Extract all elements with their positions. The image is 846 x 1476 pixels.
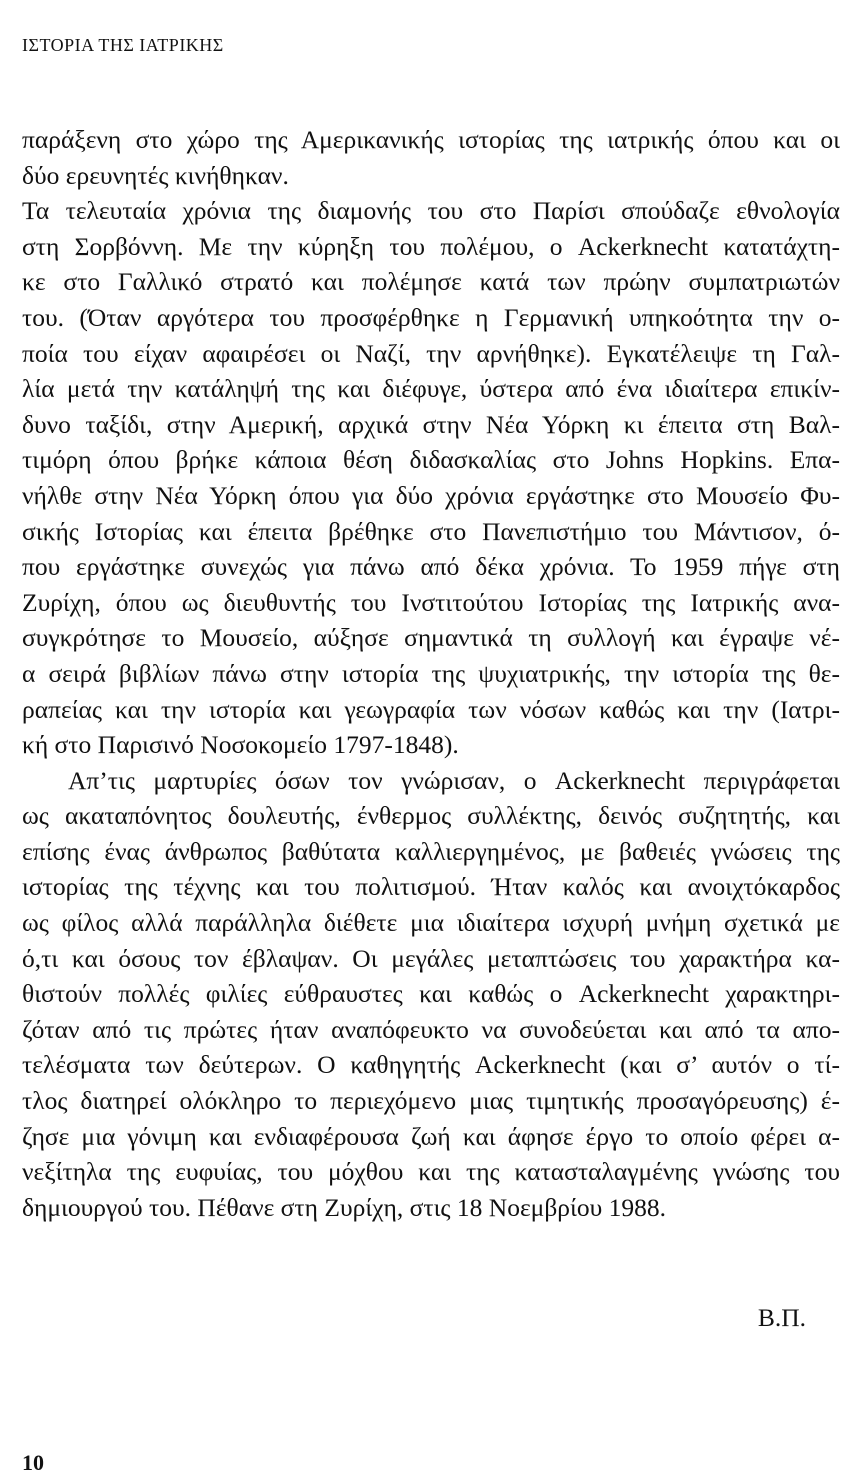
text-line: συγκρότησε το Μουσείο, αύξησε σημαντικά τη συλλογή και έγραψε νέ-	[22, 623, 840, 653]
text-line: ζόταν από τις πρώτες ήταν αναπόφευκτο να συνοδεύεται και από τα απο-	[22, 1014, 840, 1044]
text-line: δυνο ταξίδι, στην Αμερική, αρχικά στην Νέα Υόρκη κι έπειτα στη Βαλ-	[22, 409, 840, 439]
text-line: ως φίλος αλλά παράλληλα διέθετε μια ιδιαίτερα ισχυρή μνήμη σχετικά με	[22, 908, 840, 938]
body-text	[22, 122, 840, 1225]
author-initials: Β.Π.	[757, 1303, 806, 1332]
text-line: νήλθε στην Νέα Υόρκη όπου για δύο χρόνια εργάστηκε στο Μουσείο Φυ-	[22, 480, 840, 510]
text-line: ραπείας και την ιστορία και γεωγραφία των νόσων καθώς και την (Ιατρι-	[22, 694, 840, 724]
running-header-title: ΙΣΤΟΡΙΑ ΤΗΣ ΙΑΤΡΙΚΗΣ	[22, 35, 224, 55]
text-line: δημιουργού του. Πέθανε στη Ζυρίχη, στις 18 Νοεμβρίου 1988.	[22, 1192, 667, 1222]
text-line: σικής Ιστορίας και έπειτα βρέθηκε στο Πανεπιστήμιο του Μάντισον, ό-	[22, 516, 840, 546]
text-line: παράξενη στο χώρο της Αμερικανικής ιστορίας της ιατρικής όπου και οι	[22, 125, 840, 154]
text-line: κε στο Γαλλικό στρατό και πολέμησε κατά των πρώην συμπατριωτών	[22, 267, 840, 297]
text-line: ό,τι και όσους τον έβλαψαν. Οι μεγάλες μεταπτώσεις του χαρακτήρα κα-	[22, 943, 840, 973]
text-line: επίσης ένας άνθρωπος βαθύτατα καλλιεργημένος, με βαθειές γνώσεις της	[22, 836, 840, 866]
text-line: Τα τελευταία χρόνια της διαμονής του στο Παρίσι σπούδαζε εθνολογία	[22, 196, 840, 226]
text-line: ιστορίας της τέχνης και του πολιτισμού. Ήταν καλός και ανοιχτόκαρδος	[22, 872, 840, 902]
text-line: που εργάστηκε συνεχώς για πάνω από δέκα χρόνια. Το 1959 πήγε στη	[22, 552, 840, 582]
text-line: λία μετά την κατάληψή της και διέφυγε, ύστερα από ένα ιδιαίτερα επικίν-	[22, 374, 840, 404]
page-number: 10	[22, 1450, 44, 1475]
text-line: Απ’τις μαρτυρίες όσων τον γνώρισαν, ο Ackerknecht περιγράφεται	[68, 765, 840, 795]
text-line: Ζυρίχη, όπου ως διευθυντής του Ινστιτούτου Ιστορίας της Ιατρικής ανα-	[22, 587, 840, 617]
text-line: ζησε μια γόνιμη και ενδιαφέρουσα ζωή και άφησε έργο το οποίο φέρει α-	[22, 1121, 840, 1151]
text-line: κή στο Παρισινό Νοσοκομείο 1797-1848).	[22, 730, 459, 760]
text-line: τιμόρη όπου βρήκε κάποια θέση διδασκαλίας στο Johns Hopkins. Επα-	[22, 445, 840, 475]
text-line: θιστούν πολλές φιλίες εύθραυστες και καθώς ο Ackerknecht χαρακτηρι-	[22, 979, 840, 1009]
text-line: στη Σορβόννη. Με την κύρηξη του πολέμου, ο Ackerknecht κατατάχτη-	[22, 231, 840, 261]
text-line: νεξίτηλα της ευφυίας, του μόχθου και της κατασταλαγμένης γνώσης του	[22, 1157, 840, 1187]
text-line: τελέσματα των δεύτερων. Ο καθηγητής Ackerknecht (και σ’ αυτόν ο τί-	[22, 1050, 840, 1080]
text-line: τλος διατηρεί ολόκληρο το περιεχόμενο μιας τιμητικής προσαγόρευσης) έ-	[22, 1086, 840, 1116]
text-line: δύο ερευνητές κινήθηκαν.	[22, 160, 289, 190]
text-line: ως ακαταπόνητος δουλευτής, ένθερμος συλλέκτης, δεινός συζητητής, και	[22, 801, 840, 831]
text-line: α σειρά βιβλίων πάνω στην ιστορία της ψυχιατρικής, την ιστορία της θε-	[22, 658, 840, 688]
text-line: ποία του είχαν αφαιρέσει οι Ναζί, την αρνήθηκε). Εγκατέλειψε τη Γαλ-	[22, 338, 840, 368]
text-line: του. (Όταν αργότερα του προσφέρθηκε η Γερμανική υπηκοότητα την ο-	[22, 302, 840, 332]
